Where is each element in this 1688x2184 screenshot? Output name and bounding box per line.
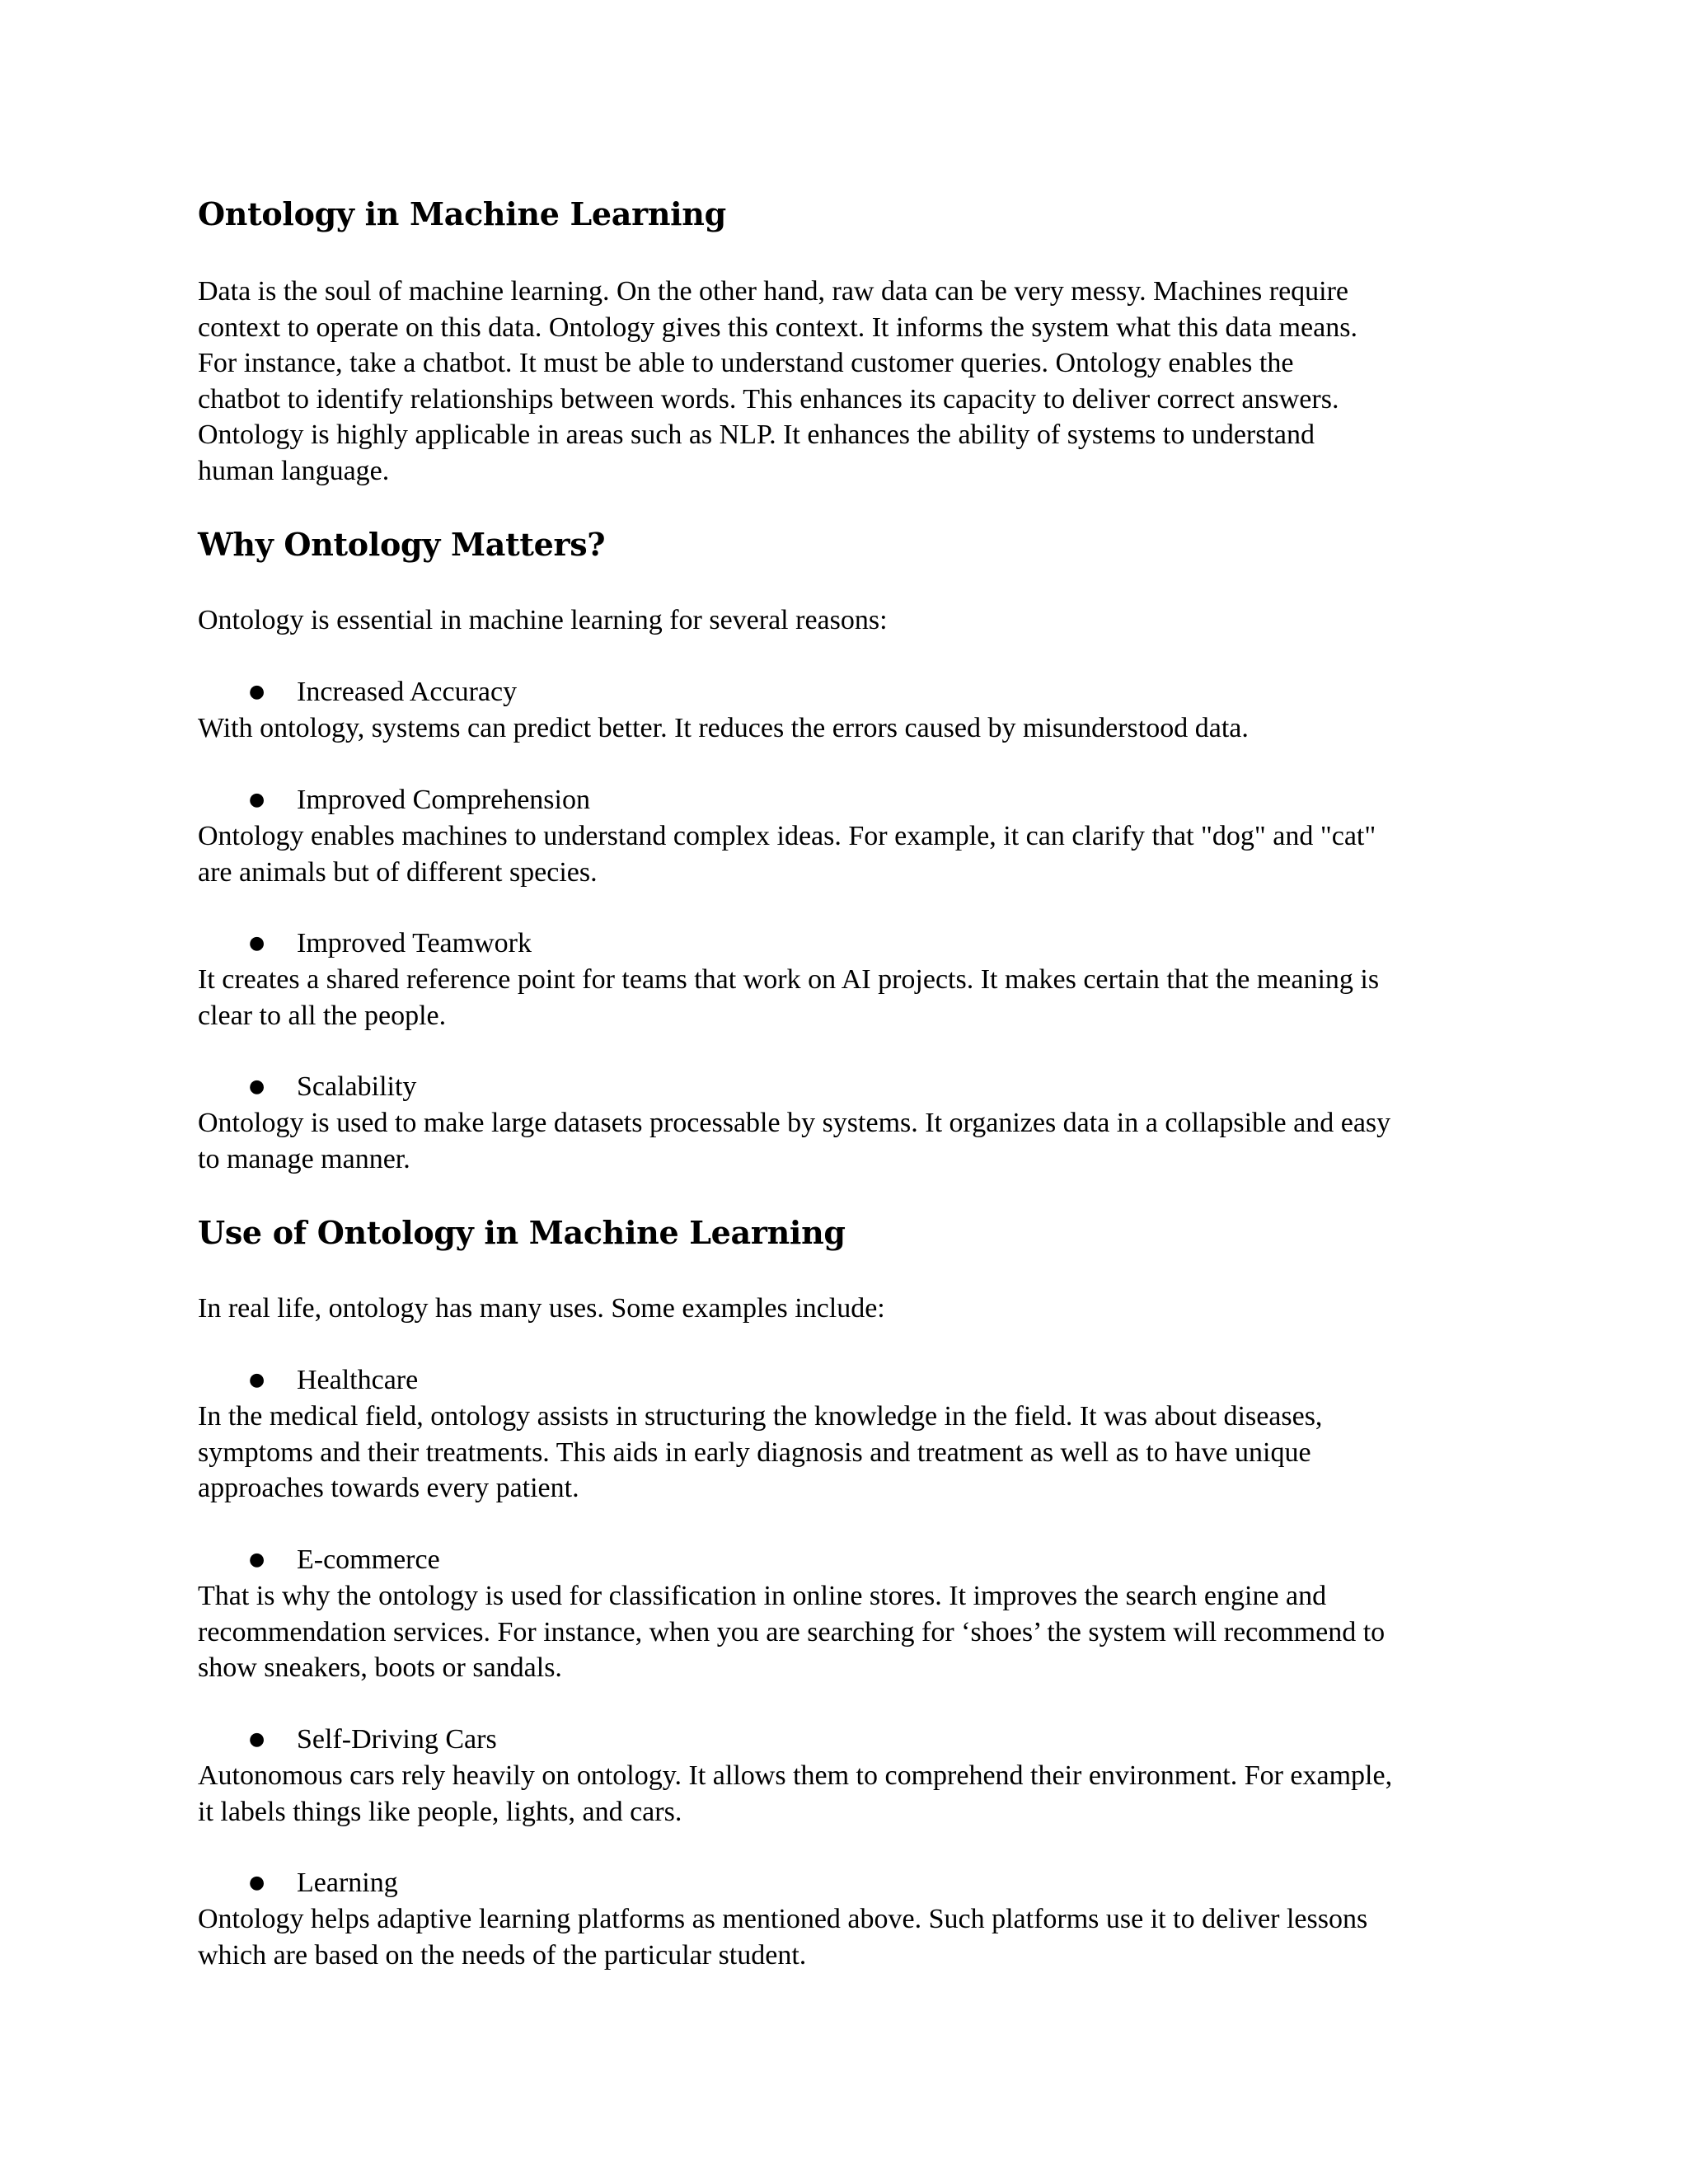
intro-paragraph: [198, 274, 1500, 490]
list-item-label: Healthcare: [297, 1365, 419, 1395]
intro-line: For instance, take a chatbot. It must be able to understand customer queries. Ontology enables the: [198, 348, 1294, 379]
bullet-icon: ●: [249, 1729, 265, 1750]
list-item-description: [198, 1399, 1500, 1507]
section-lead: [198, 1291, 1500, 1327]
page-title: Ontology in Machine Learning: [198, 195, 726, 232]
list-item-label: Learning: [297, 1868, 398, 1898]
section-lead: [198, 602, 1500, 639]
list-item-description: [198, 710, 1500, 747]
intro-line: chatbot to identify relationships between words. This enhances its capacity to deliver correct answers.: [198, 383, 1339, 415]
description-line: symptoms and their treatments. This aids in early diagnosis and treatment as well as to have unique: [198, 1436, 1311, 1468]
bullet-icon: ●: [249, 790, 265, 810]
description-line: show sneakers, boots or sandals.: [198, 1652, 562, 1684]
list-item-label: Improved Teamwork: [297, 928, 532, 958]
intro-line: Data is the soul of machine learning. On the other hand, raw data can be very messy. Machines require: [198, 276, 1349, 307]
section-heading: Why Ontology Matters?: [198, 526, 606, 563]
description-line: Autonomous cars rely heavily on ontology. It allows them to comprehend their environment. For example,: [198, 1760, 1393, 1791]
bullet-icon: ●: [249, 933, 265, 954]
list-item-description: [198, 1901, 1500, 1973]
list-item-label: Scalability: [297, 1071, 417, 1102]
list-item-label: Self-Driving Cars: [297, 1724, 497, 1755]
bullet-icon: ●: [249, 1370, 265, 1390]
intro-line: human language.: [198, 455, 390, 486]
bullet-icon: ●: [249, 1076, 265, 1097]
bullet-icon: ●: [249, 682, 265, 702]
description-line: to manage manner.: [198, 1143, 410, 1174]
description-line: which are based on the needs of the particular student.: [198, 1939, 807, 1971]
description-line: That is why the ontology is used for classification in online stores. It improves the search engine and: [198, 1581, 1327, 1611]
description-line: In the medical field, ontology assists in structuring the knowledge in the field. It was about diseases,: [198, 1401, 1323, 1432]
list-item-description: [198, 818, 1500, 890]
list-item-description: [198, 1578, 1500, 1686]
list-item-label: Improved Comprehension: [297, 785, 590, 815]
description-line: it labels things like people, lights, and cars.: [198, 1796, 682, 1827]
list-item-description: [198, 1105, 1500, 1177]
description-line: recommendation services. For instance, when you are searching for ‘shoes’ the system will recommend to: [198, 1616, 1386, 1647]
intro-line: Ontology is highly applicable in areas such as NLP. It enhances the ability of systems to understand: [198, 419, 1315, 451]
description-line: Ontology helps adaptive learning platforms as mentioned above. Such platforms use it to deliver lessons: [198, 1904, 1368, 1934]
bullet-icon: ●: [249, 1549, 265, 1570]
description-line: It creates a shared reference point for teams that work on AI projects. It makes certain that the meaning is: [198, 964, 1380, 995]
section-heading: Use of Ontology in Machine Learning: [198, 1214, 846, 1251]
description-line: are animals but of different species.: [198, 856, 598, 888]
list-item-label: Increased Accuracy: [297, 677, 518, 707]
intro-line: context to operate on this data. Ontology gives this context. It informs the system what this data means.: [198, 312, 1357, 343]
bullet-icon: ●: [249, 1872, 265, 1893]
description-line: Ontology is used to make large datasets processable by systems. It organizes data in a collapsible and easy: [198, 1108, 1391, 1138]
list-item-description: [198, 962, 1500, 1033]
description-line: With ontology, systems can predict better. It reduces the errors caused by misunderstood data.: [198, 713, 1249, 743]
list-item-description: [198, 1758, 1500, 1830]
description-line: clear to all the people.: [198, 1000, 447, 1031]
description-line: approaches towards every patient.: [198, 1473, 579, 1504]
description-line: Ontology enables machines to understand complex ideas. For example, it can clarify that "dog" and "cat": [198, 821, 1376, 851]
section-lead-text: In real life, ontology has many uses. Some examples include:: [198, 1293, 885, 1324]
list-item-label: E-commerce: [297, 1544, 440, 1575]
section-lead-text: Ontology is essential in machine learning for several reasons:: [198, 605, 888, 635]
